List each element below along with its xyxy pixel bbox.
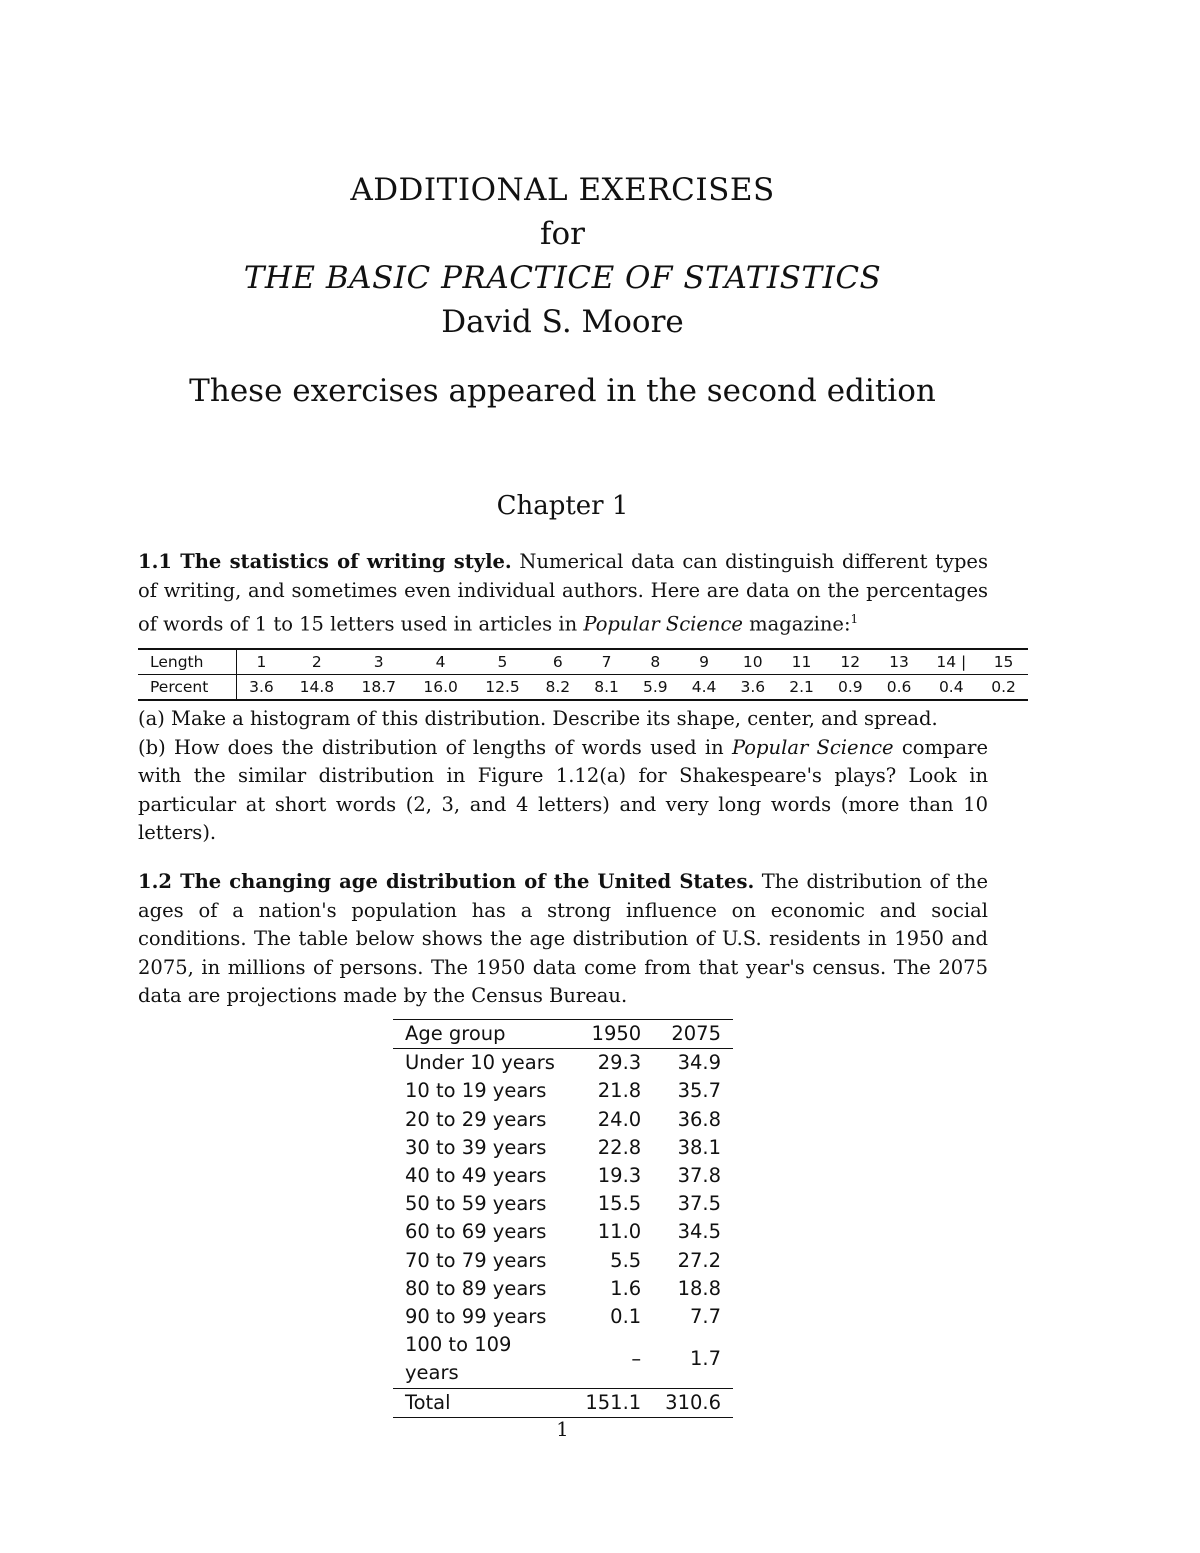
length-cell: 12	[826, 649, 875, 675]
table-row	[393, 1134, 733, 1162]
total-2075: 310.6	[653, 1388, 733, 1417]
value-1950-cell: 19.3	[597, 1164, 642, 1188]
value-1950-cell: 15.5	[597, 1192, 642, 1216]
value-2075-cell: 36.8	[677, 1107, 721, 1131]
table-row	[393, 1106, 733, 1134]
title-block	[0, 168, 1125, 413]
part-a: (a) Make a histogram of this distribution. Describe its shape, center, and spread.	[138, 707, 938, 730]
age-group-cell: 90 to 99 years	[405, 1305, 547, 1329]
age-group-cell: Under 10 years	[405, 1051, 555, 1075]
footnote-mark: 1	[850, 612, 859, 626]
heading-line1: ADDITIONAL EXERCISES	[350, 172, 775, 208]
part-b-text-2: compare with the similar distribution in Figure 1.12(a) for Shakespeare's plays? Look in particular at short words (2, 3, and 4 letters) and very long words (more than 10 letters).	[138, 735, 988, 844]
value-2075-cell: 1.7	[689, 1347, 721, 1371]
value-2075-cell: 27.2	[677, 1248, 721, 1272]
age-group-cell: 50 to 59 years	[405, 1192, 547, 1216]
value-1950-cell: 21.8	[597, 1079, 642, 1103]
length-cell: 5	[472, 649, 534, 675]
header-age-group: Age group	[393, 1020, 573, 1049]
percent-cell: 0.4	[923, 675, 979, 701]
total-label: Total	[393, 1388, 573, 1417]
total-1950: 151.1	[573, 1388, 653, 1417]
length-cell: 10	[728, 649, 777, 675]
age-distribution-table	[393, 1019, 733, 1418]
exercise-1-2-title: 1.2 The changing age distribution of the United States.	[138, 870, 755, 893]
magazine-name: Popular Science	[583, 612, 743, 636]
length-cell: 6	[533, 649, 582, 675]
value-1950-cell: 5.5	[610, 1248, 642, 1272]
book-title: THE BASIC PRACTICE OF STATISTICS	[243, 260, 882, 296]
table-total-row	[393, 1388, 733, 1417]
value-2075-cell: 34.9	[677, 1051, 721, 1075]
chapter-heading: Chapter 1	[496, 491, 629, 521]
length-cell: 15	[979, 649, 1028, 675]
edition-note: These exercises appeared in the second edition	[189, 373, 936, 409]
percent-cell: 3.6	[237, 675, 286, 701]
page-number: 1	[556, 1418, 569, 1441]
table-row	[393, 1247, 733, 1275]
exercise-1-1-text-a: Numerical data can distinguish different types of writing, and sometimes even individual authors. Here are data on the percentages of words of 1 to 15 letters used in articles in	[138, 550, 988, 636]
percent-cell: 3.6	[728, 675, 777, 701]
table-row	[393, 1331, 733, 1388]
value-2075-cell: 38.1	[677, 1135, 721, 1159]
age-group-cell: 10 to 19 years	[405, 1079, 547, 1103]
age-group-cell: 60 to 69 years	[405, 1220, 547, 1244]
header-2075: 2075	[653, 1020, 733, 1049]
value-2075-cell: 34.5	[677, 1220, 721, 1244]
table-row	[393, 1077, 733, 1105]
percent-cell: 8.1	[582, 675, 631, 701]
table-header-row	[393, 1020, 733, 1049]
age-group-cell: 70 to 79 years	[405, 1248, 547, 1272]
percent-row	[138, 675, 1028, 701]
age-group-cell: 30 to 39 years	[405, 1135, 547, 1159]
length-cell: 7	[582, 649, 631, 675]
percent-cell: 4.4	[680, 675, 729, 701]
value-1950-cell: 24.0	[597, 1107, 642, 1131]
part-b-magazine: Popular Science	[731, 735, 894, 759]
length-row-label: Length	[138, 649, 237, 675]
value-2075-cell: 37.8	[677, 1164, 721, 1188]
value-1950-cell: 29.3	[597, 1051, 642, 1075]
exercise-1-1-intro	[138, 548, 988, 639]
length-cell: 9	[680, 649, 729, 675]
part-b-text-1: (b) How does the distribution of lengths of words used in	[138, 735, 732, 759]
percent-cell: 5.9	[631, 675, 680, 701]
exercise-1-2-intro	[138, 868, 988, 1011]
value-2075-cell: 35.7	[677, 1079, 721, 1103]
heading-line2: for	[540, 216, 585, 252]
word-length-table	[138, 648, 1028, 701]
table-row	[393, 1303, 733, 1331]
percent-cell: 8.2	[533, 675, 582, 701]
table-row	[393, 1049, 733, 1078]
exercise-1-2-text: The distribution of the ages of a nation's population has a strong influence on economic and social conditions. The table below shows the age distribution of U.S. residents in 1950 and 2075, in millions of persons. The 1950 data come from that year's census. The 2075 data are projections made by the Census Bureau.	[138, 870, 988, 1007]
age-group-cell: 20 to 29 years	[405, 1107, 547, 1131]
exercise-1-1-text-b: magazine:	[742, 612, 851, 636]
part-b	[138, 734, 988, 848]
table-row	[393, 1275, 733, 1303]
length-cell: 1	[237, 649, 286, 675]
length-cell: 4	[410, 649, 472, 675]
value-2075-cell: 18.8	[677, 1276, 721, 1300]
percent-cell: 18.7	[348, 675, 410, 701]
value-1950-cell: –	[631, 1347, 642, 1371]
percent-cell: 0.6	[875, 675, 924, 701]
exercise-1-1-parts	[138, 705, 988, 848]
length-cell: 3	[348, 649, 410, 675]
percent-row-label: Percent	[138, 675, 237, 701]
value-2075-cell: 37.5	[677, 1192, 721, 1216]
value-2075-cell: 7.7	[689, 1305, 721, 1329]
length-cell: 13	[875, 649, 924, 675]
value-1950-cell: 11.0	[597, 1220, 642, 1244]
length-cell: 11	[777, 649, 826, 675]
age-group-cell: 80 to 89 years	[405, 1276, 547, 1300]
percent-cell: 16.0	[410, 675, 472, 701]
length-row	[138, 649, 1028, 675]
percent-cell: 14.8	[286, 675, 348, 701]
percent-cell: 0.2	[979, 675, 1028, 701]
percent-cell: 2.1	[777, 675, 826, 701]
length-cell: 8	[631, 649, 680, 675]
table-row	[393, 1162, 733, 1190]
value-1950-cell: 22.8	[597, 1135, 642, 1159]
value-1950-cell: 1.6	[610, 1276, 642, 1300]
percent-cell: 12.5	[472, 675, 534, 701]
length-cell: 14 |	[923, 649, 979, 675]
header-1950: 1950	[573, 1020, 653, 1049]
table-row	[393, 1190, 733, 1218]
age-group-cell: 100 to 109 years	[405, 1333, 512, 1385]
exercise-1-1-title: 1.1 The statistics of writing style.	[138, 550, 512, 573]
value-1950-cell: 0.1	[610, 1305, 642, 1329]
percent-cell: 0.9	[826, 675, 875, 701]
table-row	[393, 1218, 733, 1246]
age-group-cell: 40 to 49 years	[405, 1164, 547, 1188]
author: David S. Moore	[441, 304, 684, 340]
length-cell: 2	[286, 649, 348, 675]
